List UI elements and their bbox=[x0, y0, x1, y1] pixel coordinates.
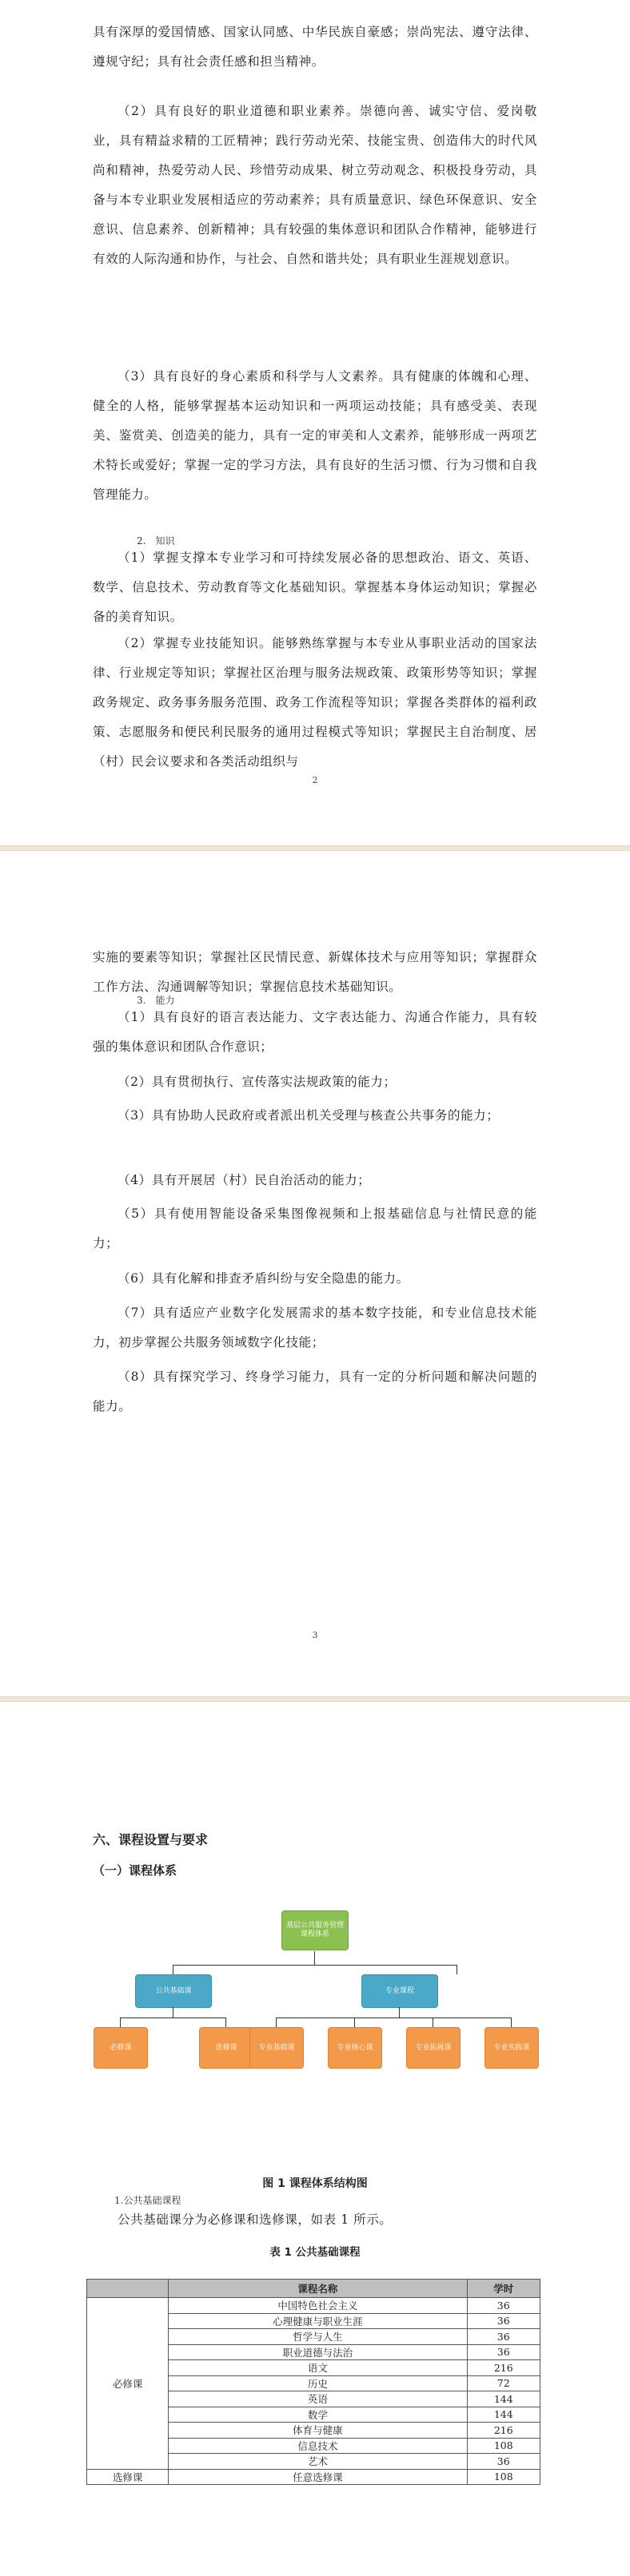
course-name-cell: 信息技术 bbox=[169, 2438, 467, 2454]
hours-cell: 144 bbox=[467, 2407, 540, 2423]
page-number: 3 bbox=[312, 1630, 318, 1640]
course-name-cell: 中国特色社会主义 bbox=[169, 2298, 467, 2314]
list-item: （2）具有贯彻执行、宣传落实法规政策的能力； bbox=[118, 1075, 397, 1089]
table-header-row bbox=[87, 2280, 540, 2298]
hours-cell: 144 bbox=[467, 2391, 540, 2407]
hours-cell: 36 bbox=[467, 2313, 540, 2329]
diagram-leaf-node: 专业核心课 bbox=[328, 2027, 382, 2069]
paragraph: （2）具有良好的职业道德和职业素养。崇德向善、诚实守信、爱岗敬业，具有精益求精的工匠精神；践行劳动光荣、技能宝贵、创造伟大的时代风尚和精神，热爱劳动人民、珍惜劳动成果、树立劳动观念、积极投身劳动，具备与本专业职业发展相适应的劳动素养；具有质量意识、绿色环保意识、安全意识、信息素养、创新精神；具有较强的集体意识和团队合作精神，能够进行有效的人际沟通和协作，与社会、自然和谐共处；具有职业生涯规划意识。 bbox=[93, 104, 537, 266]
heading-ability: 3. 能力 bbox=[137, 995, 175, 1006]
course-name-cell: 语文 bbox=[169, 2360, 467, 2376]
hours-cell: 36 bbox=[467, 2344, 540, 2360]
list-item: （6）具有化解和排查矛盾纠纷与安全隐患的能力。 bbox=[118, 1271, 409, 1286]
paragraph: 具有深厚的爱国情感、国家认同感、中华民族自豪感；崇尚宪法、遵守法律、遵规守纪；具有社会责任感和担当精神。 bbox=[93, 25, 537, 69]
table-header-cell: 学时 bbox=[467, 2280, 540, 2298]
table-row bbox=[87, 2298, 540, 2314]
subheading-public-basic: 1.公共基础课程 bbox=[114, 2195, 181, 2206]
table-row bbox=[87, 2469, 540, 2485]
diagram-node-public-basic: 公共基础课 bbox=[135, 1974, 212, 2008]
course-name-cell: 职业道德与法治 bbox=[169, 2344, 467, 2360]
list-item: （8）具有探究学习、终身学习能力，具有一定的分析问题和解决问题的能力。 bbox=[93, 1369, 537, 1413]
course-name-cell: 英语 bbox=[169, 2391, 467, 2407]
connector-line bbox=[314, 1951, 315, 1965]
page-separator bbox=[0, 845, 630, 851]
connector-line bbox=[399, 2007, 400, 2017]
connector-line bbox=[276, 2017, 277, 2027]
course-name-cell: 心理健康与职业生涯 bbox=[169, 2313, 467, 2329]
diagram-root-node: 基层公共服务管理课程体系 bbox=[281, 1910, 349, 1950]
course-name-cell: 数学 bbox=[169, 2407, 467, 2423]
page-1 bbox=[0, 0, 630, 845]
hours-cell: 108 bbox=[467, 2438, 540, 2454]
list-item: （1）具有良好的语言表达能力、文字表达能力、沟通合作能力，具有较强的集体意识和团队合作意识； bbox=[93, 1010, 537, 1054]
connector-line bbox=[173, 1965, 457, 1966]
diagram-leaf-node: 专业拓展课 bbox=[406, 2027, 461, 2069]
hours-cell: 108 bbox=[467, 2469, 540, 2485]
list-item: （3）具有协助人民政府或者派出机关受理与核查公共事务的能力； bbox=[118, 1108, 500, 1123]
diagram-leaf-node: 选修课 bbox=[199, 2027, 253, 2069]
paragraph: （3）具有良好的身心素质和科学与人文素养。具有健康的体魄和心理、健全的人格，能够掌握基本运动知识和一两项运动技能；具有感受美、表现美、鉴赏美、创造美的能力，具有一定的审美和人文素养，能够形成一两项艺术特长或爱好；掌握一定的学习方法，具有良好的生活习惯、行为习惯和自我管理能力。 bbox=[93, 369, 537, 502]
list-item: （5）具有使用智能设备采集图像视频和上报基础信息与社情民意的能力； bbox=[93, 1207, 537, 1250]
list-item: （4）具有开展居（村）民自治活动的能力； bbox=[118, 1173, 371, 1187]
paragraph: 实施的要素等知识；掌握社区民情民意、新媒体技术与应用等知识；掌握群众工作方法、沟通调解等知识；掌握信息技术基础知识。 bbox=[93, 950, 537, 994]
course-name-cell: 体育与健康 bbox=[169, 2423, 467, 2439]
table-header-cell bbox=[87, 2280, 169, 2298]
paragraph: （2）掌握专业技能知识。能够熟练掌握与本专业从事职业活动的国家法律、行业规定等知识；掌握社区治理与服务法规政策、政策形势等知识；掌握政务规定、政务事务服务范围、政务工作流程等知识；掌握各类群体的福利政策、志愿服务和便民利民服务的通用过程模式等知识；掌握民主自治制度、居（村）民会议要求和各类活动组织与 bbox=[93, 636, 537, 769]
diagram-leaf-node: 必修课 bbox=[94, 2027, 148, 2069]
hours-cell: 36 bbox=[467, 2298, 540, 2314]
diagram-leaf-node: 专业实践课 bbox=[484, 2027, 539, 2069]
category-cell: 选修课 bbox=[87, 2469, 169, 2485]
course-name-cell: 哲学与人生 bbox=[169, 2329, 467, 2345]
heading-knowledge: 2. 知识 bbox=[137, 535, 175, 547]
connector-line bbox=[511, 2017, 512, 2027]
diagram-node-professional: 专业课程 bbox=[361, 1974, 438, 2008]
diagram-leaf-node: 专业基础课 bbox=[249, 2027, 304, 2069]
public-basic-course-table bbox=[86, 2279, 540, 2485]
connector-line bbox=[276, 2017, 512, 2018]
figure-caption: 图 1 课程体系结构图 bbox=[262, 2177, 368, 2190]
paragraph: 公共基础课分为必修课和选修课，如表 1 所示。 bbox=[118, 2212, 393, 2227]
page-number: 2 bbox=[312, 775, 318, 785]
table-header-cell: 课程名称 bbox=[169, 2280, 467, 2298]
course-name-cell: 任意选修课 bbox=[169, 2469, 467, 2485]
table-caption: 表 1 公共基础课程 bbox=[269, 2246, 361, 2259]
hours-cell: 72 bbox=[467, 2375, 540, 2391]
hours-cell: 36 bbox=[467, 2454, 540, 2470]
connector-line bbox=[225, 2017, 226, 2027]
connector-line bbox=[120, 2017, 121, 2027]
category-cell: 必修课 bbox=[87, 2298, 169, 2470]
subsection-title: （一）课程体系 bbox=[93, 1863, 177, 1878]
page-separator bbox=[0, 1696, 630, 1702]
paragraph: （1）掌握支撑本专业学习和可持续发展必备的思想政治、语文、英语、数学、信息技术、劳动教育等文化基础知识。掌握基本身体运动知识；掌握必备的美育知识。 bbox=[93, 551, 537, 624]
list-item: （7）具有适应产业数字化发展需求的基本数字技能，和专业信息技术能力，初步掌握公共服务领域数字化技能； bbox=[93, 1306, 537, 1350]
hours-cell: 216 bbox=[467, 2423, 540, 2439]
page-2 bbox=[0, 851, 630, 1696]
course-name-cell: 艺术 bbox=[169, 2454, 467, 2470]
section-title: 六、课程设置与要求 bbox=[93, 1832, 209, 1847]
course-name-cell: 历史 bbox=[169, 2375, 467, 2391]
connector-line bbox=[120, 2017, 226, 2018]
hours-cell: 216 bbox=[467, 2360, 540, 2376]
hours-cell: 36 bbox=[467, 2329, 540, 2345]
connector-line bbox=[354, 2017, 355, 2027]
